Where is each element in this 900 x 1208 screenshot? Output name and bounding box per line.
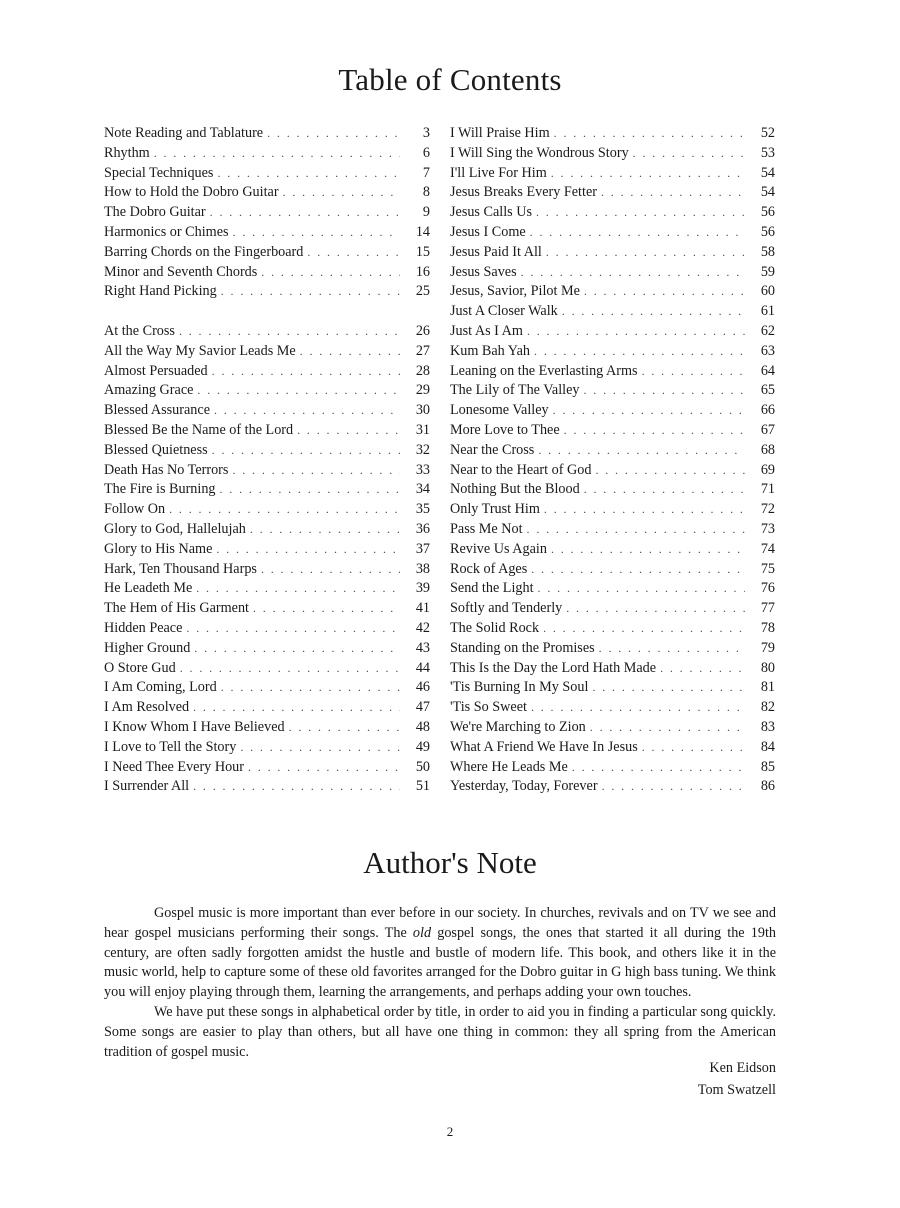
toc-entry — [450, 164, 775, 184]
toc-entry-title: Jesus Calls Us — [450, 204, 532, 221]
toc-entry-title: Lonesome Valley — [450, 402, 549, 419]
toc-dot-leader — [572, 758, 745, 778]
toc-entry — [450, 144, 775, 164]
toc-dot-leader — [566, 599, 745, 619]
toc-entry-title: 'Tis So Sweet — [450, 699, 527, 716]
toc-entry-page: 30 — [415, 402, 430, 419]
toc-entry-page: 36 — [415, 520, 430, 537]
toc-entry-title: Death Has No Terrors — [104, 461, 229, 478]
toc-entry — [104, 124, 430, 144]
toc-entry-title: Near to the Heart of God — [450, 461, 592, 478]
toc-entry — [104, 599, 430, 619]
toc-entry — [450, 183, 775, 203]
toc-dot-leader — [538, 579, 745, 599]
toc-entry — [450, 302, 775, 322]
toc-left-column — [104, 124, 430, 797]
toc-entry — [104, 758, 430, 778]
toc-entry-page: 41 — [415, 600, 430, 617]
toc-entry-title: 'Tis Burning In My Soul — [450, 679, 589, 696]
toc-entry-title: At the Cross — [104, 322, 175, 339]
toc-entry-page: 48 — [415, 718, 430, 735]
toc-entry-title: The Fire is Burning — [104, 481, 216, 498]
toc-entry — [104, 421, 430, 441]
note-paragraph-1 — [104, 904, 776, 1003]
toc-dot-leader — [154, 144, 400, 164]
toc-entry-page: 80 — [760, 659, 775, 676]
toc-entry — [450, 659, 775, 679]
toc-entry-page: 59 — [760, 263, 775, 280]
toc-entry-page: 3 — [422, 125, 430, 141]
toc-entry-page: 34 — [415, 481, 430, 498]
toc-entry — [104, 223, 430, 243]
toc-dot-leader — [297, 421, 400, 441]
toc-dot-leader — [527, 322, 745, 342]
toc-entry-page: 33 — [415, 461, 430, 478]
toc-entry — [104, 401, 430, 421]
page-number: 2 — [446, 1124, 454, 1139]
toc-entry-title: Glory to His Name — [104, 540, 213, 557]
toc-entry-page: 49 — [415, 738, 430, 755]
toc-dot-leader — [521, 263, 745, 283]
toc-entry — [450, 619, 775, 639]
toc-entry-page: 58 — [760, 243, 775, 260]
toc-entry — [104, 678, 430, 698]
toc-dot-leader — [534, 342, 745, 362]
toc-entry-title: Nothing But the Blood — [450, 481, 580, 498]
toc-dot-leader — [633, 144, 745, 164]
toc-entry — [104, 282, 430, 302]
toc-entry-title: Near the Cross — [450, 441, 535, 458]
authors-note-body — [104, 904, 776, 1062]
toc-entry — [450, 599, 775, 619]
toc-entry-title: I Love to Tell the Story — [104, 738, 237, 755]
toc-entry-page: 56 — [760, 223, 775, 240]
toc-dot-leader — [216, 540, 400, 560]
toc-entry-page: 43 — [415, 639, 430, 656]
toc-entry — [104, 480, 430, 500]
toc-dot-leader — [553, 401, 745, 421]
toc-dot-leader — [232, 461, 400, 481]
toc-title: Table of Contents — [338, 62, 562, 97]
toc-entry-title: Jesus Saves — [450, 263, 517, 280]
toc-entry-title: Glory to God, Hallelujah — [104, 520, 246, 537]
toc-dot-leader — [584, 381, 746, 401]
toc-entry — [104, 500, 430, 520]
toc-entry — [104, 639, 430, 659]
toc-dot-leader — [180, 659, 400, 679]
toc-entry-page: 32 — [415, 441, 430, 458]
toc-entry-page: 26 — [415, 322, 430, 339]
toc-entry-title: Only Trust Him — [450, 501, 540, 518]
toc-entry-page: 75 — [760, 560, 775, 577]
toc-entry — [450, 678, 775, 698]
toc-entry — [450, 560, 775, 580]
toc-entry — [450, 322, 775, 342]
toc-entry-page: 83 — [760, 718, 775, 735]
toc-entry-title: I Am Coming, Lord — [104, 679, 217, 696]
toc-entry-page: 37 — [415, 540, 430, 557]
toc-dot-leader — [212, 441, 400, 461]
toc-entry-title: I Am Resolved — [104, 699, 190, 716]
toc-entry — [450, 480, 775, 500]
toc-dot-leader — [221, 678, 400, 698]
toc-entry-title: The Solid Rock — [450, 619, 540, 636]
toc-entry-title: How to Hold the Dobro Guitar — [104, 184, 279, 201]
toc-entry — [104, 342, 430, 362]
toc-entry — [104, 243, 430, 263]
toc-dot-leader — [590, 718, 745, 738]
toc-dot-leader — [538, 441, 745, 461]
toc-entry-title: Jesus I Come — [450, 223, 526, 240]
toc-entry-title: Rhythm — [104, 144, 150, 161]
toc-dot-leader — [220, 480, 400, 500]
toc-dot-leader — [536, 203, 745, 223]
toc-dot-leader — [543, 619, 745, 639]
toc-entry — [104, 144, 430, 164]
toc-entry-page: 82 — [760, 699, 775, 716]
toc-entry — [450, 243, 775, 263]
toc-entry-title: Where He Leads Me — [450, 758, 568, 775]
toc-entry — [450, 579, 775, 599]
toc-entry-title: I Need Thee Every Hour — [104, 758, 244, 775]
toc-entry-page: 39 — [415, 580, 430, 597]
toc-entry-title: Blessed Be the Name of the Lord — [104, 421, 294, 438]
toc-entry-page: 54 — [760, 164, 775, 181]
toc-entry-page: 14 — [415, 223, 430, 240]
toc-dot-leader — [554, 124, 745, 144]
toc-entry-page: 61 — [760, 303, 775, 320]
toc-entry-page: 35 — [415, 501, 430, 518]
toc-entry-title: We're Marching to Zion — [450, 718, 586, 735]
toc-entry-page: 66 — [760, 402, 775, 419]
toc-dot-leader — [197, 381, 400, 401]
toc-entry-page: 7 — [422, 164, 430, 181]
toc-entry — [104, 738, 430, 758]
toc-entry — [450, 362, 775, 382]
toc-entry-page: 38 — [415, 560, 430, 577]
toc-entry-page: 29 — [415, 382, 430, 399]
toc-entry-title: I Will Sing the Wondrous Story — [450, 144, 629, 161]
toc-entry-title: I Surrender All — [104, 778, 190, 795]
toc-entry-page: 72 — [760, 501, 775, 518]
toc-dot-leader — [267, 124, 400, 144]
toc-entry — [450, 777, 775, 797]
toc-entry-page: 47 — [415, 699, 430, 716]
toc-entry-page: 65 — [760, 382, 775, 399]
toc-entry-page: 73 — [760, 520, 775, 537]
toc-entry — [450, 520, 775, 540]
toc-entry — [104, 540, 430, 560]
toc-dot-leader — [544, 500, 745, 520]
toc-entry-page: 86 — [760, 778, 775, 795]
toc-dot-leader — [261, 263, 400, 283]
toc-entry — [450, 421, 775, 441]
toc-dot-leader — [562, 302, 745, 322]
toc-entry-page: 74 — [760, 540, 775, 557]
toc-entry — [104, 203, 430, 223]
toc-entry-page: 64 — [760, 362, 775, 379]
toc-entry-page: 77 — [760, 600, 775, 617]
toc-dot-leader — [248, 758, 400, 778]
toc-entry-title: Blessed Assurance — [104, 402, 210, 419]
toc-entry — [104, 560, 430, 580]
toc-entry-title: Pass Me Not — [450, 520, 523, 537]
toc-entry — [104, 263, 430, 283]
toc-entry-page: 54 — [760, 184, 775, 201]
toc-dot-leader — [564, 421, 745, 441]
toc-entry — [450, 381, 775, 401]
toc-entry — [450, 461, 775, 481]
toc-dot-leader — [196, 579, 400, 599]
toc-dot-leader — [584, 282, 745, 302]
toc-entry-title: The Hem of His Garment — [104, 600, 249, 617]
toc-dot-leader — [179, 322, 400, 342]
toc-entry — [104, 461, 430, 481]
toc-entry — [104, 381, 430, 401]
toc-entry — [450, 441, 775, 461]
toc-entry — [450, 342, 775, 362]
toc-dot-leader — [531, 560, 745, 580]
toc-entry-title: Send the Light — [450, 580, 534, 597]
toc-entry-title: Rock of Ages — [450, 560, 528, 577]
toc-entry — [450, 698, 775, 718]
toc-dot-leader — [217, 164, 400, 184]
toc-entry-title: All the Way My Savior Leads Me — [104, 342, 296, 359]
toc-dot-leader — [551, 164, 745, 184]
toc-dot-leader — [595, 461, 745, 481]
toc-entry-title: Standing on the Promises — [450, 639, 595, 656]
toc-entry-page: 62 — [760, 322, 775, 339]
toc-entry — [104, 183, 430, 203]
toc-entry-title: I'll Live For Him — [450, 164, 547, 181]
toc-entry-title: Harmonics or Chimes — [104, 223, 229, 240]
toc-entry-page: 9 — [422, 204, 430, 221]
toc-entry-title: Just As I Am — [450, 322, 523, 339]
toc-entry-page: 63 — [760, 342, 775, 359]
toc-entry-page: 76 — [760, 580, 775, 597]
toc-entry-page: 84 — [760, 738, 775, 755]
toc-entry — [104, 164, 430, 184]
toc-entry-title: Follow On — [104, 501, 166, 518]
toc-entry — [450, 540, 775, 560]
toc-entry — [104, 777, 430, 797]
toc-entry-page: 69 — [760, 461, 775, 478]
toc-entry-title: Higher Ground — [104, 639, 191, 656]
note-p1-text-a: Gospel music is more important than ever before in our society. In churches, revivals and on TV we see and hear gospel musicians performing their songs. The — [104, 905, 776, 941]
toc-entry-title: I Know Whom I Have Believed — [104, 718, 285, 735]
toc-entry-title: What A Friend We Have In Jesus — [450, 738, 638, 755]
toc-entry-page: 51 — [415, 778, 430, 795]
toc-dot-leader — [584, 480, 745, 500]
toc-entry — [450, 124, 775, 144]
toc-dot-leader — [592, 678, 745, 698]
toc-entry-page: 52 — [760, 125, 775, 141]
toc-entry-page: 25 — [415, 283, 430, 300]
toc-entry — [104, 441, 430, 461]
toc-entry-page: 67 — [760, 421, 775, 438]
toc-dot-leader — [551, 540, 745, 560]
toc-dot-leader — [530, 223, 745, 243]
toc-entry-title: Leaning on the Everlasting Arms — [450, 362, 638, 379]
toc-entry-page: 85 — [760, 758, 775, 775]
toc-entry-page: 46 — [415, 679, 430, 696]
toc-entry-page: 56 — [760, 204, 775, 221]
authors-note-heading: Author's Note — [363, 845, 537, 880]
toc-entry-title: The Lily of The Valley — [450, 382, 580, 399]
toc-dot-leader — [194, 639, 400, 659]
toc-dot-leader — [601, 183, 745, 203]
toc-entry — [450, 738, 775, 758]
toc-entry-title: Yesterday, Today, Forever — [450, 778, 598, 795]
toc-dot-leader — [169, 500, 400, 520]
toc-dot-leader — [602, 777, 745, 797]
toc-entry-title: Jesus Paid It All — [450, 243, 542, 260]
toc-entry — [450, 639, 775, 659]
toc-entry-title: Revive Us Again — [450, 540, 547, 557]
toc-dot-leader — [642, 362, 745, 382]
toc-entry — [450, 401, 775, 421]
toc-entry — [104, 362, 430, 382]
toc-dot-leader — [193, 698, 400, 718]
toc-entry-title: More Love to Thee — [450, 421, 560, 438]
toc-dot-leader — [531, 698, 745, 718]
toc-entry — [450, 718, 775, 738]
toc-dot-leader — [221, 282, 400, 302]
toc-entry — [450, 203, 775, 223]
toc-dot-leader — [250, 520, 400, 540]
toc-dot-leader — [599, 639, 745, 659]
toc-entry-title: Barring Chords on the Fingerboard — [104, 243, 304, 260]
toc-entry-title: Special Techniques — [104, 164, 214, 181]
toc-dot-leader — [660, 659, 745, 679]
toc-dot-leader — [193, 777, 400, 797]
toc-entry-title: Jesus, Savior, Pilot Me — [450, 283, 580, 300]
toc-dot-leader — [212, 362, 400, 382]
toc-entry-page: 50 — [415, 758, 430, 775]
toc-entry — [450, 500, 775, 520]
toc-dot-leader — [253, 599, 400, 619]
toc-entry-title: Kum Bah Yah — [450, 342, 531, 359]
toc-dot-leader — [546, 243, 745, 263]
toc-entry-page: 15 — [415, 243, 430, 260]
toc-entry — [104, 579, 430, 599]
toc-entry-page: 53 — [760, 144, 775, 161]
toc-entry-title: Minor and Seventh Chords — [104, 263, 258, 280]
toc-entry-title: Hidden Peace — [104, 619, 183, 636]
toc-right-column — [450, 124, 775, 797]
toc-dot-leader — [214, 401, 400, 421]
toc-entry-title: O Store Gud — [104, 659, 176, 676]
toc-entry — [450, 263, 775, 283]
author-name: Tom Swatzell — [697, 1082, 776, 1098]
toc-entry-title: The Dobro Guitar — [104, 204, 206, 221]
toc-entry — [104, 619, 430, 639]
toc-entry-page: 79 — [760, 639, 775, 656]
signature-block — [698, 1057, 776, 1101]
toc-entry-title: Jesus Breaks Every Fetter — [450, 184, 597, 201]
toc-entry-page: 71 — [760, 481, 775, 498]
toc-entry — [104, 520, 430, 540]
toc-entry-page: 27 — [415, 342, 430, 359]
toc-entry-title: I Will Praise Him — [450, 125, 550, 141]
toc-entry — [104, 322, 430, 342]
toc-entry — [450, 282, 775, 302]
toc-entry-title: Softly and Tenderly — [450, 600, 563, 617]
toc-entry-page: 28 — [415, 362, 430, 379]
toc-entry-page: 31 — [415, 421, 430, 438]
toc-entry-page: 6 — [422, 144, 430, 161]
toc-entry-page: 8 — [422, 184, 430, 201]
toc-entry — [104, 659, 430, 679]
toc-entry-title: Blessed Quietness — [104, 441, 208, 458]
toc-entry-page: 60 — [760, 283, 775, 300]
toc-entry-title: He Leadeth Me — [104, 580, 193, 597]
toc-dot-leader — [233, 223, 400, 243]
toc-entry-title: Just A Closer Walk — [450, 303, 558, 320]
toc-dot-leader — [642, 738, 745, 758]
toc-entry-page: 42 — [415, 619, 430, 636]
toc-entry-title: Hark, Ten Thousand Harps — [104, 560, 257, 577]
toc-entry-title: Note Reading and Tablature — [104, 125, 264, 141]
toc-dot-leader — [300, 342, 400, 362]
toc-entry — [104, 718, 430, 738]
toc-entry-title: This Is the Day the Lord Hath Made — [450, 659, 657, 676]
toc-entry-page: 44 — [415, 659, 430, 676]
toc-entry — [104, 698, 430, 718]
toc-entry — [450, 758, 775, 778]
note-p1-text-b: gospel songs, the ones that started it all during the 19th century, are often sadly forgotten amidst the hustle and bustle of modern life. This book, and others like it in the music world, help to capture some of these old favorites arranged for the Dobro guitar in G high bass tuning. We think you will enjoy playing through them, learning the arrangements, and perhaps adding your own touches. — [104, 924, 776, 1001]
toc-entry-page: 81 — [760, 679, 775, 696]
author-name: Ken Eidson — [709, 1060, 776, 1076]
toc-dot-leader — [240, 738, 400, 758]
note-p1-emphasis: old — [412, 924, 432, 941]
toc-dot-leader — [307, 243, 400, 263]
toc-entry-title: Right Hand Picking — [104, 283, 217, 300]
toc-dot-leader — [289, 718, 400, 738]
toc-entry-page: 78 — [760, 619, 775, 636]
toc-dot-leader — [283, 183, 400, 203]
toc-dot-leader — [261, 560, 400, 580]
toc-entry-title: Almost Persuaded — [104, 362, 208, 379]
toc-dot-leader — [186, 619, 400, 639]
toc-dot-leader — [210, 203, 400, 223]
toc-entry-title: Amazing Grace — [104, 382, 194, 399]
toc-entry-page: 16 — [415, 263, 430, 280]
toc-entry — [450, 223, 775, 243]
toc-entry-page: 68 — [760, 441, 775, 458]
toc-dot-leader — [527, 520, 745, 540]
note-paragraph-2: We have put these songs in alphabetical order by title, in order to aid you in finding a particular song quickly. Some songs are easier to play than others, but all have one thing in common: they all spring from the American tradition of gospel music. — [104, 1003, 776, 1060]
